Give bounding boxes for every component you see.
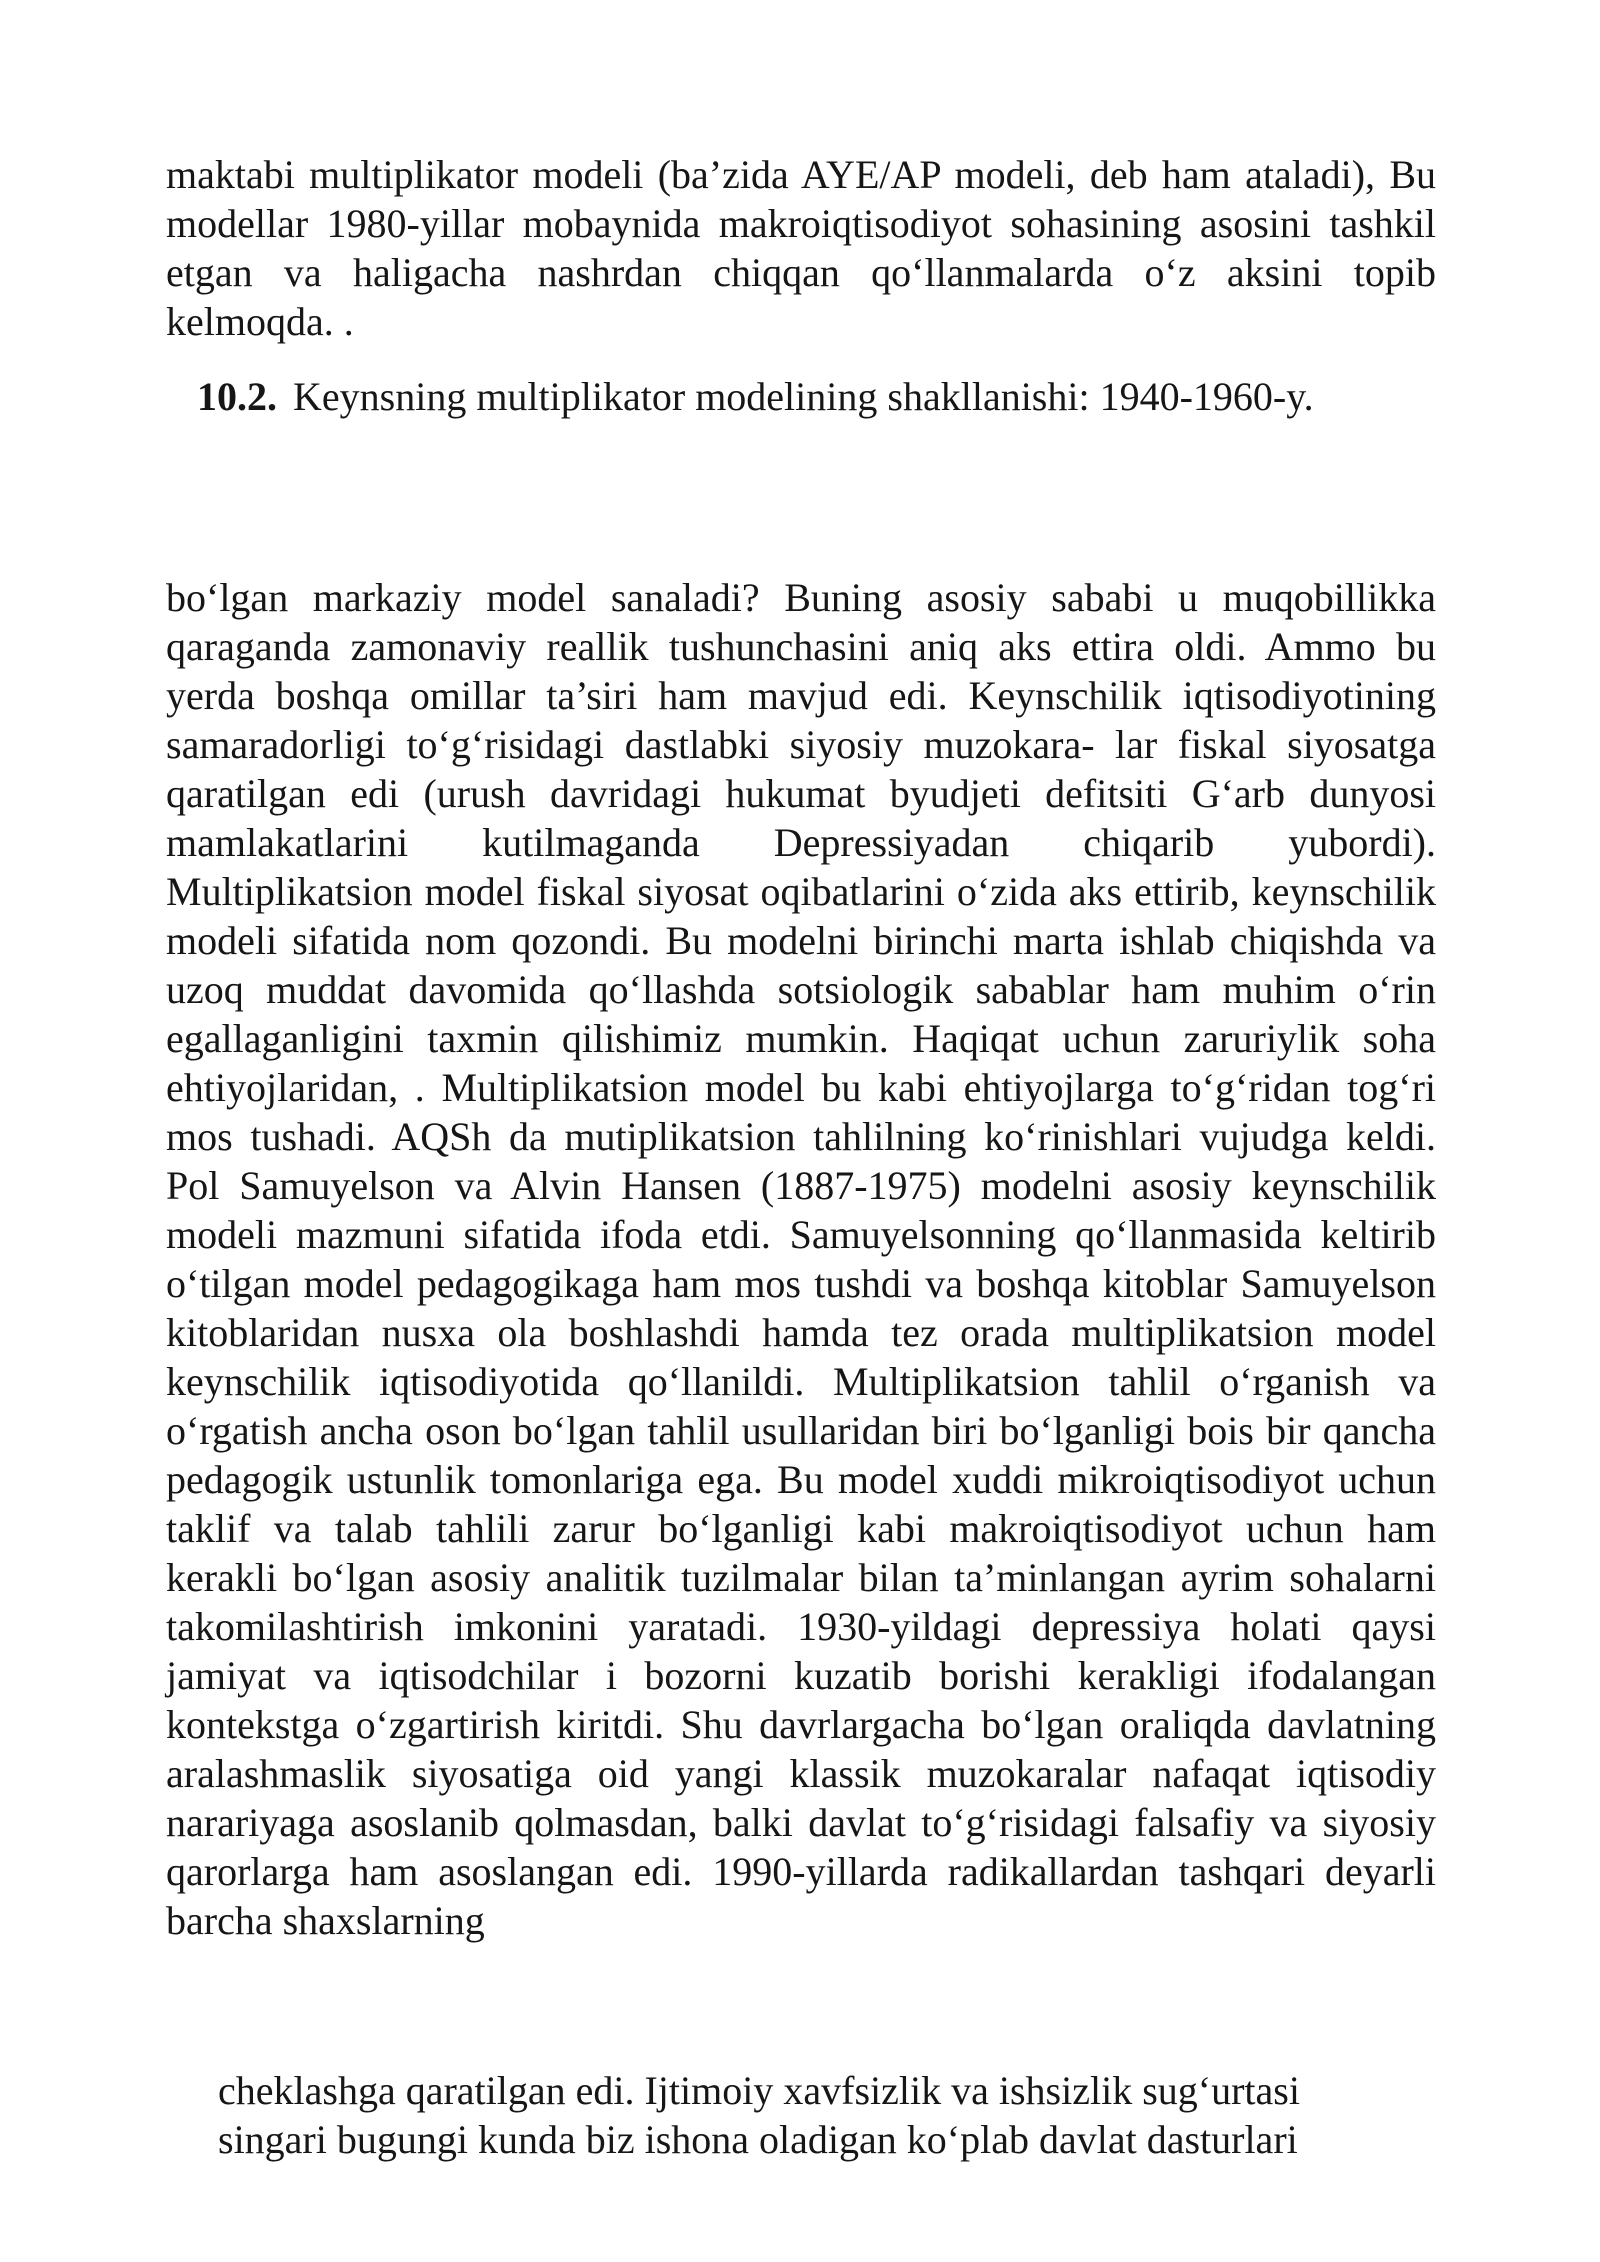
paragraph-main: bo‘lgan markaziy model sanaladi? Buning asosiy sababi u muqobillikka qaraganda zamonaviy reallik tushunchasini aniq aks ettira oldi. Ammo bu yerda boshqa omillar ta’siri ham mavjud edi. Keynschilik iqtisodiyotining samaradorligi to‘g‘risidagi dastlabki siyosiy muzokara- lar fiskal siyosatga qaratilgan edi (urush davridagi hukumat byudjeti defitsiti G‘arb dunyosi mamlakatlarini kutilmaganda Depressiyadan chiqarib yubordi). Multiplikatsion model fiskal siyosat oqibatlarini o‘zida aks ettirib, keynschilik modeli sifatida nom qozondi. Bu modelni birinchi marta ishlab chiqishda va uzoq muddat davomida qo‘llashda sotsiologik sabablar ham muhim o‘rin egallaganligini taxmin qilishimiz mumkin. Haqiqat uchun zaruriylik soha ehtiyojlaridan, . Multiplikatsion model bu kabi ehtiyojlarga to‘g‘ridan tog‘ri mos tushadi. AQSh da mutiplikatsion tahlilning ko‘rinishlari vujudga keldi. Pol Samuyelson va Alvin Hansen (1887-1975) modelni asosiy keynschilik modeli mazmuni sifatida ifoda etdi. Samuyelsonning qo‘llanmasida keltirib o‘tilgan model pedagogikaga ham mos tushdi va boshqa kitoblar Samuyelson kitoblaridan nusxa ola boshlashdi hamda tez orada multiplikatsion model keynschilik iqtisodiyotida qo‘llanildi. Multiplikatsion tahlil o‘rganish va o‘rgatish ancha oson bo‘lgan tahlil usullaridan biri bo‘lganligi bois bir qancha pedagogik ustunlik tomonlariga ega. Bu model xuddi mikroiqtisodiyot uchun taklif va talab tahlili zarur bo‘lganligi kabi makroiqtisodiyot uchun ham kerakli bo‘lgan asosiy analitik tuzilmalar bilan ta’minlangan ayrim sohalarni takomilashtirish imkonini yaratadi. 1930-yildagi depressiya holati qaysi jamiyat va iqtisodchilar i bozorni kuzatib borishi kerakligi ifodalangan kontekstga o‘zgartirish kiritdi. Shu davrlargacha bo‘lgan oraliqda davlatning aralashmaslik siyosatiga oid yangi klassik muzokaralar nafaqat iqtisodiy narariyaga asoslanib qolmasdan, balki davlat to‘g‘risidagi falsafiy va siyosiy qarorlarga ham asoslangan edi. 1990-yillarda radikallardan tashqari deyarli barcha shaxslarning [166,575,1436,1943]
paragraph-bottom: cheklashga qaratilgan edi. Ijtimoiy xavfsizlik va ishsizlik sug‘urtasi singari bugungi kunda biz ishona oladigan ko‘plab davlat dasturlari [218,2068,1300,2162]
paragraph-top: maktabi multiplikator modeli (ba’zida AYE/AP modeli, deb ham ataladi), Bu modellar 1980-yillar mobaynida makroiqtisodiyot sohasining asosini tashkil etgan va haligacha nashrdan chiqqan qo‘llanmalarda o‘z aksini topib kelmoqda. . [166,152,1436,344]
section-number: 10.2. [197,374,277,419]
section-title: Keynsning multiplikator modelining shakllanishi: 1940-1960-y. [293,374,1314,419]
section-heading [197,372,1314,421]
